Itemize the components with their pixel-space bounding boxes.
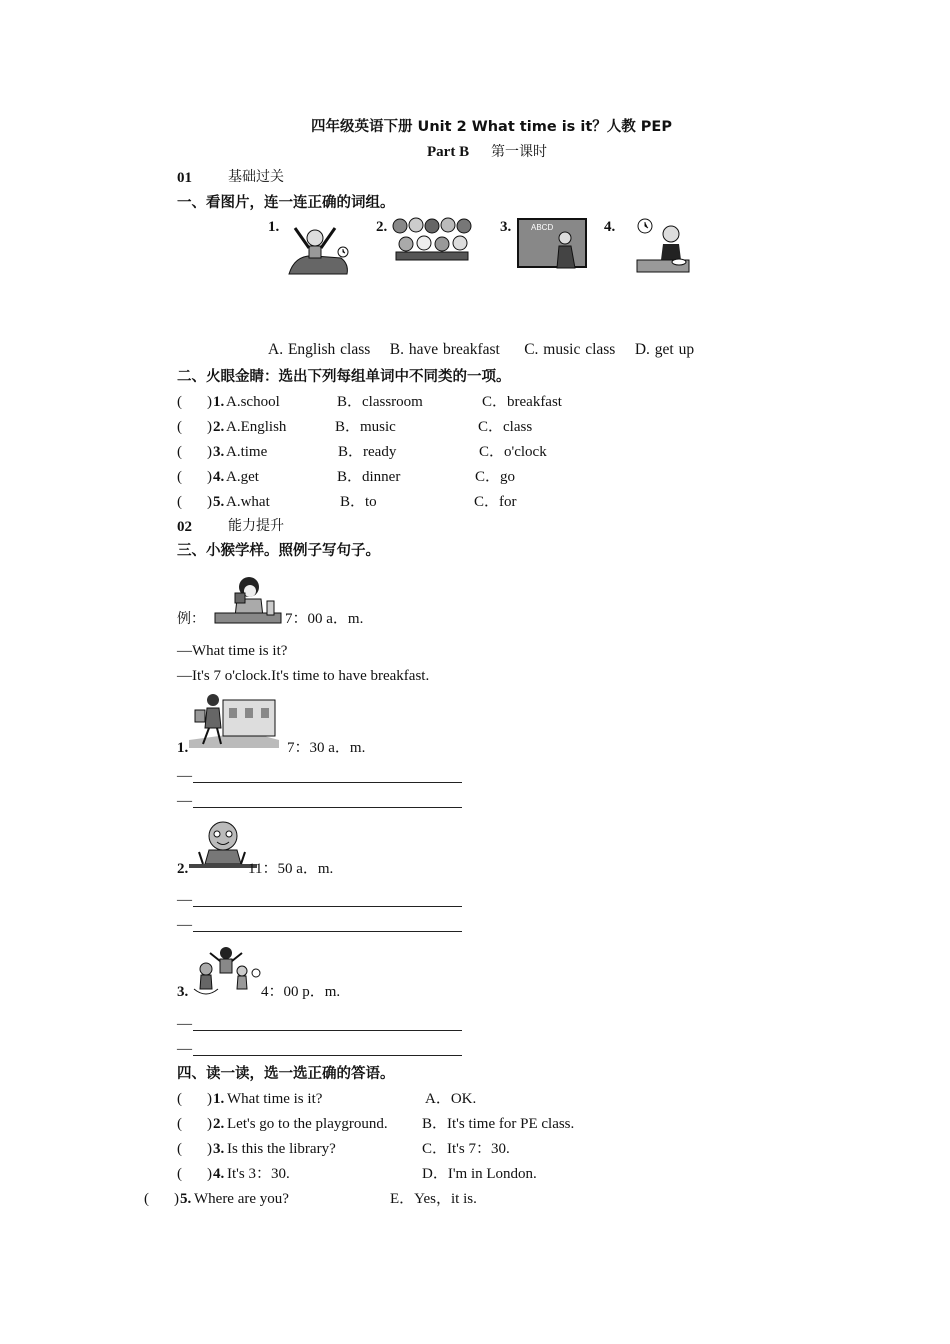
school-picture	[189, 690, 279, 752]
option-c: C．class	[478, 419, 533, 435]
answer-option: E．Yes，it is.	[390, 1191, 477, 1207]
option-a: A.what	[226, 494, 270, 510]
answer-paren-open: (	[177, 1166, 182, 1182]
question-number: 1.	[213, 394, 225, 410]
answer-option: A．OK.	[425, 1091, 477, 1107]
answer-paren-open: (	[177, 1116, 182, 1132]
answer-paren-open: (	[177, 1091, 182, 1107]
answer-paren-close: )	[207, 419, 212, 435]
picture-number: 4.	[604, 219, 616, 235]
question-number: 2.	[213, 419, 225, 435]
answer-option: D．I'm in London.	[422, 1166, 537, 1182]
answer-paren-close: )	[207, 494, 212, 510]
picture-number: 2.	[376, 219, 388, 235]
answer-paren-close: )	[174, 1191, 179, 1207]
option-c: C．for	[474, 494, 517, 510]
answer-line[interactable]	[193, 807, 462, 808]
section-heading-4: 四、读一读，选一选正确的答语。	[177, 1066, 395, 1082]
playing-kids-picture	[190, 945, 262, 999]
picture-number: 1.	[268, 219, 280, 235]
answer-dash: —	[177, 917, 192, 933]
english-class-picture	[517, 218, 587, 270]
example-time: 7：00 a．m.	[285, 611, 364, 627]
answer-option: B．It's time for PE class.	[422, 1116, 575, 1132]
phrase-options: A. English class B. have breakfast C. music class D. get up	[268, 341, 695, 358]
item-number: 1.	[177, 740, 189, 756]
question-text: Is this the library?	[227, 1141, 336, 1157]
level-label: 能力提升	[228, 518, 284, 534]
answer-line[interactable]	[193, 1030, 462, 1031]
item-number: 3.	[177, 984, 189, 1000]
option-a: A.get	[226, 469, 259, 485]
answer-line[interactable]	[193, 906, 462, 907]
answer-paren-open: (	[177, 469, 182, 485]
question-number: 2.	[213, 1116, 225, 1132]
item-time: 4：00 p．m.	[261, 984, 341, 1000]
option-c: C．go	[475, 469, 516, 485]
answer-paren-open: (	[177, 444, 182, 460]
item-time: 7：30 a．m.	[287, 740, 366, 756]
picture-number: 3.	[500, 219, 512, 235]
example-label: 例：	[177, 611, 205, 627]
option-b: B．music	[335, 419, 396, 435]
answer-dash: —	[177, 793, 192, 809]
option-b: B．classroom	[337, 394, 423, 410]
question-text: It's 3：30.	[227, 1166, 290, 1182]
level-number: 02	[177, 519, 192, 535]
answer-paren-close: )	[207, 1091, 212, 1107]
question-number: 3.	[213, 444, 225, 460]
section-heading-3: 三、小猴学样。照例子写句子。	[177, 543, 380, 559]
music-class-picture	[390, 216, 474, 262]
lunch-boy-picture	[189, 818, 257, 874]
answer-option: C．It's 7：30.	[422, 1141, 510, 1157]
answer-dash: —	[177, 1016, 192, 1032]
item-time: 11：50 a．m.	[248, 861, 334, 877]
section-heading-2: 二、火眼金睛：选出下列每组单词中不同类的一项。	[177, 369, 511, 385]
item-number: 2.	[177, 861, 189, 877]
answer-paren-close: )	[207, 1141, 212, 1157]
option-b: B．ready	[338, 444, 397, 460]
breakfast-girl-picture	[213, 575, 283, 625]
have-breakfast-picture	[635, 216, 691, 276]
section-heading-1: 一、看图片，连一连正确的词组。	[177, 195, 395, 211]
answer-paren-open: (	[177, 394, 182, 410]
answer-paren-close: )	[207, 1116, 212, 1132]
option-b: B．dinner	[337, 469, 401, 485]
answer-line[interactable]	[193, 931, 462, 932]
answer-paren-open: (	[177, 494, 182, 510]
answer-line[interactable]	[193, 1055, 462, 1056]
lesson-label: 第一课时	[491, 144, 547, 160]
part-label: Part B	[427, 144, 470, 160]
option-a: A.English	[226, 419, 287, 435]
answer-paren-close: )	[207, 1166, 212, 1182]
question-text: Where are you?	[194, 1191, 289, 1207]
option-a: A.time	[226, 444, 268, 460]
question-number: 4.	[213, 469, 225, 485]
level-label: 基础过关	[228, 169, 284, 185]
answer-dash: —	[177, 892, 192, 908]
answer-dash: —	[177, 768, 192, 784]
page-title: 四年级英语下册 Unit 2 What time is it？人教 PEP	[311, 119, 672, 135]
answer-line[interactable]	[193, 782, 462, 783]
option-b: B．to	[340, 494, 377, 510]
answer-paren-open: (	[177, 1141, 182, 1157]
option-c: C．o'clock	[479, 444, 547, 460]
answer-paren-close: )	[207, 444, 212, 460]
answer-paren-open: (	[177, 419, 182, 435]
question-number: 4.	[213, 1166, 225, 1182]
question-number: 5.	[213, 494, 225, 510]
answer-dash: —	[177, 1041, 192, 1057]
example-answer: —It's 7 o'clock.It's time to have breakfast.	[177, 668, 430, 684]
question-number: 3.	[213, 1141, 225, 1157]
question-text: Let's go to the playground.	[227, 1116, 388, 1132]
option-c: C．breakfast	[482, 394, 562, 410]
get-up-picture	[285, 216, 353, 278]
answer-paren-close: )	[207, 469, 212, 485]
question-number: 1.	[213, 1091, 225, 1107]
question-number: 5.	[180, 1191, 192, 1207]
example-question: —What time is it?	[177, 643, 288, 659]
answer-paren-close: )	[207, 394, 212, 410]
option-a: A.school	[226, 394, 280, 410]
question-text: What time is it?	[227, 1091, 323, 1107]
level-number: 01	[177, 170, 192, 186]
board-text: ABCD	[531, 223, 554, 232]
answer-paren-open: (	[144, 1191, 149, 1207]
